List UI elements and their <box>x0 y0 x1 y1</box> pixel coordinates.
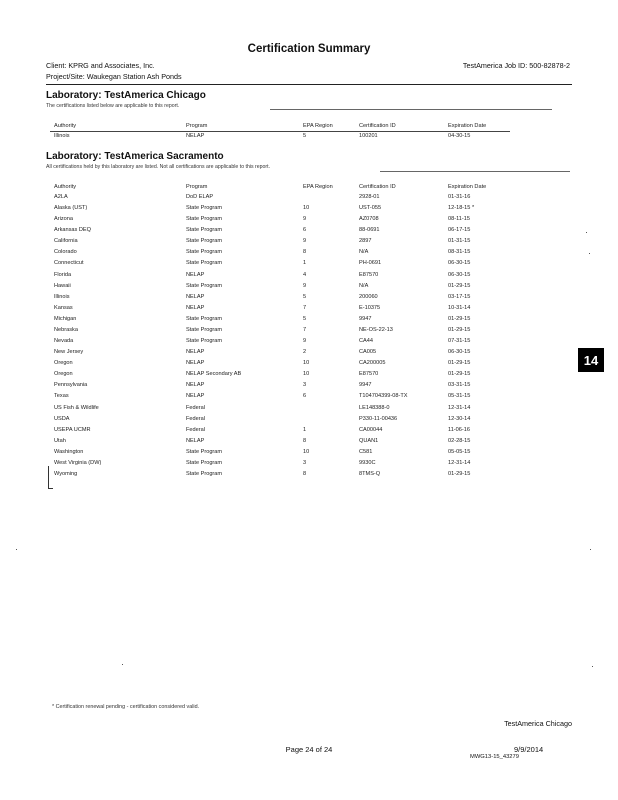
cell-certification-id: UST-055 <box>359 205 382 212</box>
cell-certification-id: N/A <box>359 282 369 289</box>
footer-date: 9/9/2014 <box>514 745 544 754</box>
cell-certification-id: CA005 <box>359 349 377 356</box>
table-row <box>0 460 618 471</box>
chicago-col-rule <box>50 131 510 132</box>
cell-epa-region: 5 <box>303 293 307 300</box>
cell-authority: Alaska (UST) <box>54 205 88 212</box>
cell-program: State Program <box>186 282 223 289</box>
cell-certification-id: LE148388-0 <box>359 404 390 411</box>
cell-certification-id: NE-OS-22-13 <box>359 326 393 333</box>
cell-epa-region: 6 <box>303 227 307 234</box>
cell-epa-region: 4 <box>303 271 307 278</box>
document-code: MWG13-15_43279 <box>470 754 519 760</box>
cell-program: Federal <box>186 404 205 411</box>
cell-authority: New Jersey <box>54 349 84 356</box>
cell-epa-region: 10 <box>303 448 310 455</box>
cell-authority: West Virginia (DW) <box>54 459 102 466</box>
cell-authority: California <box>54 238 78 245</box>
cell-program: NELAP <box>186 360 205 367</box>
cell-program: State Program <box>186 227 223 234</box>
cell-certification-id: 9930C <box>359 459 376 466</box>
table-row <box>0 283 618 294</box>
cell-program: NELAP <box>186 304 205 311</box>
lab-sacramento-title: Laboratory: TestAmerica Sacramento <box>46 151 224 162</box>
cell-program: State Program <box>186 238 223 245</box>
cell-authority: Illinois <box>54 133 70 139</box>
cell-epa-region: 8 <box>303 437 307 444</box>
cell-certification-id: E87570 <box>359 371 379 378</box>
cell-program: State Program <box>186 260 223 267</box>
cell-authority: USDA <box>54 415 70 422</box>
table-row <box>0 272 618 283</box>
table-row <box>0 194 618 205</box>
col-program: Program <box>186 123 208 129</box>
cell-epa-region: 10 <box>303 205 310 212</box>
cell-epa-region: 5 <box>303 315 307 322</box>
cell-expiration-date: 03-31-15 <box>448 382 471 389</box>
cell-expiration-date: 06-30-15 <box>448 271 471 278</box>
cell-authority: Texas <box>54 393 69 400</box>
chicago-note-rule <box>270 109 552 110</box>
cell-program: State Program <box>186 315 223 322</box>
cell-expiration-date: 01-31-16 <box>448 194 471 200</box>
cell-authority: Washington <box>54 448 84 455</box>
cell-certification-id: T104704399-08-TX <box>359 393 408 400</box>
cell-authority: Pennsylvania <box>54 382 88 389</box>
table-row <box>0 360 618 371</box>
cell-expiration-date: 01-29-15 <box>448 360 471 367</box>
cell-expiration-date: 05-31-15 <box>448 393 471 400</box>
cell-epa-region: 3 <box>303 382 307 389</box>
cell-certification-id: 2897 <box>359 238 372 245</box>
lab-chicago-note: The certifications listed below are applicable to this report. <box>46 103 180 109</box>
cell-expiration-date: 06-17-15 <box>448 227 471 234</box>
cell-program: Federal <box>186 426 205 433</box>
cell-certification-id: C581 <box>359 448 373 455</box>
cell-program: NELAP <box>186 382 205 389</box>
cell-certification-id: 8TMS-Q <box>359 471 381 477</box>
cell-certification-id: N/A <box>359 249 369 256</box>
cell-program: State Program <box>186 338 223 345</box>
lab-sacramento-note: All certifications held by this laboratory are listed. Not all certifications are applicable to this report. <box>46 164 271 170</box>
cell-authority: Kansas <box>54 304 73 311</box>
table-row <box>0 216 618 227</box>
cell-certification-id: 200060 <box>359 293 378 300</box>
cell-program: State Program <box>186 249 223 256</box>
cell-program: NELAP <box>186 393 205 400</box>
col-certification-id: Certification ID <box>359 184 396 190</box>
table-row <box>0 393 618 404</box>
page-number: Page 24 of 24 <box>285 745 333 754</box>
cell-program: State Program <box>186 216 223 223</box>
col-expiration-date: Expiration Date <box>448 123 487 129</box>
scan-speck <box>590 549 591 550</box>
cell-program: NELAP <box>186 293 205 300</box>
sacramento-note-rule <box>380 171 570 172</box>
cell-program: State Program <box>186 459 223 466</box>
table-row <box>0 405 618 416</box>
cell-program: NELAP <box>186 271 205 278</box>
cell-epa-region: 10 <box>303 360 310 367</box>
cell-authority: US Fish & Wildlife <box>54 404 99 411</box>
table-row <box>0 205 618 216</box>
cell-epa-region: 3 <box>303 459 307 466</box>
cell-program: NELAP <box>186 349 205 356</box>
col-program: Program <box>186 184 208 190</box>
cell-certification-id: QUAN1 <box>359 437 379 444</box>
table-row <box>0 416 618 427</box>
table-row <box>0 294 618 305</box>
cell-authority: Oregon <box>54 360 73 367</box>
cell-certification-id: CA00044 <box>359 426 383 433</box>
cell-expiration-date: 12-31-14 <box>448 459 471 466</box>
cell-program: State Program <box>186 471 223 477</box>
cell-program: State Program <box>186 205 223 212</box>
cell-certification-id: 9947 <box>359 315 372 322</box>
table-row <box>0 238 618 249</box>
cell-expiration-date: 06-30-15 <box>448 260 471 267</box>
cell-epa-region: 5 <box>303 133 307 139</box>
section-tab-badge: 14 <box>578 348 604 372</box>
cell-authority: Colorado <box>54 249 77 256</box>
cell-expiration-date: 01-29-15 <box>448 315 471 322</box>
cell-authority: Oregon <box>54 371 73 378</box>
cell-epa-region: 8 <box>303 471 307 477</box>
cell-epa-region: 9 <box>303 216 307 223</box>
lab-chicago-title: Laboratory: TestAmerica Chicago <box>46 90 206 101</box>
table-row <box>0 471 618 482</box>
cell-authority: Nebraska <box>54 326 78 333</box>
table-row <box>0 327 618 338</box>
cell-program: NELAP <box>186 437 205 444</box>
cell-authority: USEPA UCMR <box>54 426 91 433</box>
scan-speck <box>589 253 590 254</box>
cell-authority: Wyoming <box>54 471 78 477</box>
cell-certification-id: 100201 <box>359 133 378 139</box>
cell-expiration-date: 01-31-15 <box>448 238 471 245</box>
table-row <box>0 133 618 144</box>
table-row <box>0 316 618 327</box>
cell-authority: Arkansas DEQ <box>54 227 91 234</box>
cell-expiration-date: 05-05-15 <box>448 448 471 455</box>
cell-expiration-date: 04-30-15 <box>448 133 471 139</box>
table-row <box>0 427 618 438</box>
col-epa-region: EPA Region <box>303 184 333 190</box>
col-epa-region: EPA Region <box>303 123 333 129</box>
cell-expiration-date: 10-31-14 <box>448 304 471 311</box>
scan-speck <box>16 549 17 550</box>
cell-certification-id: CA200005 <box>359 360 386 367</box>
cell-authority: Connecticut <box>54 260 84 267</box>
cell-expiration-date: 01-29-15 <box>448 471 471 477</box>
cell-authority: Florida <box>54 271 72 278</box>
scan-speck <box>586 232 587 233</box>
cell-epa-region: 6 <box>303 393 307 400</box>
table-row <box>0 260 618 271</box>
table-row <box>0 305 618 316</box>
cell-epa-region: 9 <box>303 282 307 289</box>
header-rule <box>46 84 572 85</box>
table-row <box>0 438 618 449</box>
cell-program: DoD ELAP <box>186 194 214 200</box>
job-id: TestAmerica Job ID: 500-82878-2 <box>462 61 570 70</box>
cell-epa-region: 10 <box>303 371 310 378</box>
cell-authority: Hawaii <box>54 282 71 289</box>
cell-epa-region: 7 <box>303 326 307 333</box>
cell-expiration-date: 03-17-15 <box>448 293 471 300</box>
cell-expiration-date: 01-29-15 <box>448 371 471 378</box>
cell-authority: Michigan <box>54 315 77 322</box>
scan-speck <box>122 664 123 665</box>
cell-epa-region: 2 <box>303 349 307 356</box>
table-row <box>0 349 618 360</box>
cell-certification-id: 2928-01 <box>359 194 380 200</box>
cell-program: State Program <box>186 448 223 455</box>
page-title: Certification Summary <box>247 43 371 55</box>
cell-expiration-date: 01-29-15 <box>448 326 471 333</box>
table-row <box>0 382 618 393</box>
cell-certification-id: E87570 <box>359 271 379 278</box>
col-certification-id: Certification ID <box>359 123 396 129</box>
scan-speck <box>592 666 593 667</box>
cell-authority: A2LA <box>54 194 68 200</box>
col-authority: Authority <box>54 184 77 190</box>
cell-expiration-date: 08-11-15 <box>448 216 470 223</box>
cell-expiration-date: 06-30-15 <box>448 349 471 356</box>
cell-certification-id: 88-0691 <box>359 227 380 234</box>
table-row <box>0 371 618 382</box>
margin-bracket <box>48 466 53 489</box>
cell-epa-region: 9 <box>303 238 307 245</box>
table-row <box>0 227 618 238</box>
cell-program: Federal <box>186 415 205 422</box>
cell-program: NELAP <box>186 133 205 139</box>
cell-certification-id: E-10375 <box>359 304 381 311</box>
footnote: * Certification renewal pending - certification considered valid. <box>52 704 200 710</box>
table-row <box>0 449 618 460</box>
col-authority: Authority <box>54 123 77 129</box>
cell-expiration-date: 12-18-15 * <box>448 205 475 212</box>
cell-expiration-date: 07-31-15 <box>448 338 471 345</box>
cell-certification-id: P330-11-00436 <box>359 415 398 422</box>
cell-expiration-date: 01-29-15 <box>448 282 471 289</box>
cell-epa-region: 8 <box>303 249 307 256</box>
cell-expiration-date: 12-31-14 <box>448 404 471 411</box>
cell-certification-id: CA44 <box>359 338 373 345</box>
cell-expiration-date: 08-31-15 <box>448 249 471 256</box>
cell-epa-region: 1 <box>303 260 307 267</box>
cell-expiration-date: 11-06-16 <box>448 426 470 433</box>
col-expiration-date: Expiration Date <box>448 184 487 190</box>
cell-expiration-date: 12-30-14 <box>448 415 471 422</box>
cell-program: State Program <box>186 326 223 333</box>
footer-lab-name: TestAmerica Chicago <box>504 719 572 728</box>
cell-program: NELAP Secondary AB <box>186 371 242 378</box>
cell-authority: Arizona <box>54 216 73 223</box>
table-row <box>0 338 618 349</box>
project-site: Project/Site: Waukegan Station Ash Ponds <box>46 72 182 81</box>
cell-certification-id: PH-0691 <box>359 260 382 267</box>
client-name: Client: KPRG and Associates, Inc. <box>46 61 155 70</box>
cell-epa-region: 9 <box>303 338 307 345</box>
cell-epa-region: 1 <box>303 426 307 433</box>
cell-authority: Utah <box>54 437 66 444</box>
cell-certification-id: 9947 <box>359 382 372 389</box>
cell-authority: Nevada <box>54 338 74 345</box>
cell-expiration-date: 02-28-15 <box>448 437 471 444</box>
table-row <box>0 249 618 260</box>
cell-certification-id: AZ0708 <box>359 216 379 223</box>
cell-epa-region: 7 <box>303 304 307 311</box>
cell-authority: Illinois <box>54 293 70 300</box>
